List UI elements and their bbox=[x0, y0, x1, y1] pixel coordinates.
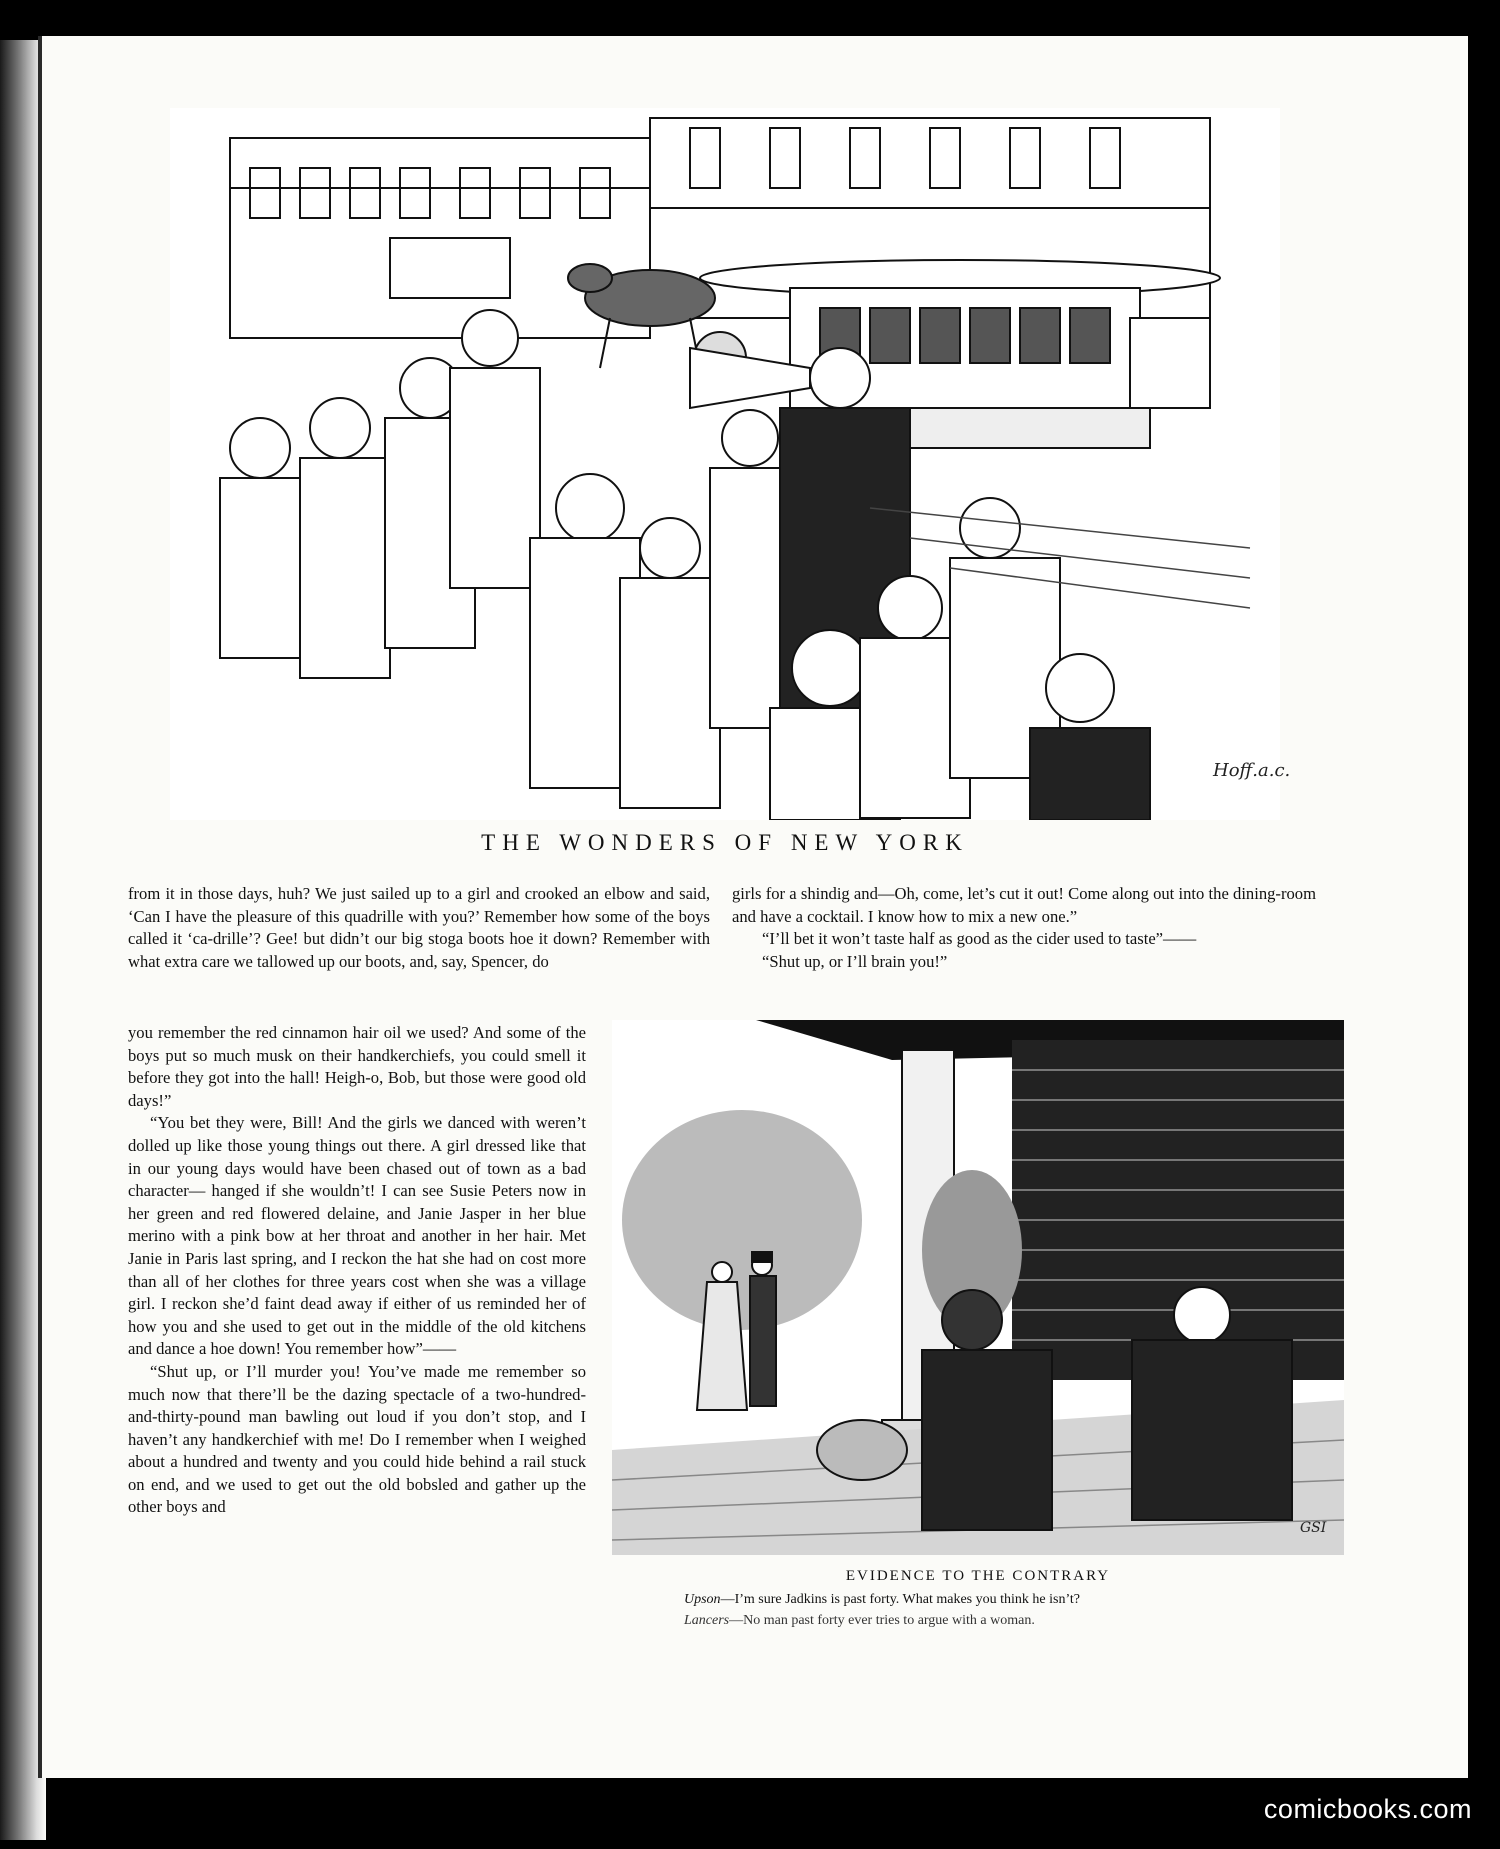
left-paragraph-2: “You bet they were, Bill! And the girls we danced with weren’t dolled up like those young things out there. A girl dressed like that in our young days would have been chased out of town as a bad character— hanged if she wouldn’t! I can see Susie Peters now in her green and red flowered delaine, and Janie Jasper in her blue merino with a pink bow at her throat and another in her hair. Met Janie in Paris last spring, and I reckon the hat she had on cost more than all of her clothes for three years cost when she was a village girl. I reckon she’d faint dead away if either of us reminded her of how you and she used to get out in the middle of the old kitchens and dance a hoe down! You remember how”—— bbox=[128, 1113, 586, 1359]
right-column bbox=[732, 883, 1316, 973]
left-column-narrow bbox=[128, 1022, 586, 1519]
right-paragraph-1: girls for a shindig and—Oh, come, let’s cut it out! Come along out into the dining-room and have a cocktail. I know how to mix a new one.” bbox=[732, 884, 1316, 926]
site-watermark: comicbooks.com bbox=[1263, 1794, 1472, 1824]
left-paragraph-1: you remember the red cinnamon hair oil we used? And some of the boys put so much musk on their handkerchiefs, you could smell it before they got into the hall! Heigh-o, Bob, but those were good old days!” bbox=[128, 1023, 586, 1110]
caption-speaker-2: Lancers bbox=[684, 1613, 730, 1628]
left-wide-paragraph: from it in those days, huh? We just sailed up to a girl and crooked an elbow and said, ‘Can I have the pleasure of this quadrille with you?’ Remember how some of the boys called it ‘ca-drille’? Gee! but didn’t our big stoga boots hoe it down? Remember with what extra care we tallowed up our boots, and, say, Spencer, do bbox=[128, 884, 710, 971]
left-paragraph-3: “Shut up, or I’ll murder you! You’ve made me remember so much now that there’ll be the dazing spectacle of a two-hundred-and-thirty-pound man bawling out loud if you don’t stop, and I haven’t any handkerchief with me! Do I remember when I weighed about a hundred and twenty and you could hide behind a rail stuck on end, and we used to get out the old bobsled and gather up the other boys and bbox=[128, 1361, 586, 1517]
street-scene-illustration bbox=[170, 108, 1280, 820]
caption-speaker-1: Upson bbox=[684, 1592, 721, 1607]
right-paragraph-3: “Shut up, or I’ll brain you!” bbox=[762, 951, 948, 971]
caption-text-1: —I’m sure Jadkins is past forty. What makes you think he isn’t? bbox=[720, 1592, 1080, 1607]
artist-signature-porch: GSI bbox=[1300, 1520, 1327, 1536]
cartoon-caption-title: EVIDENCE TO THE CONTRARY bbox=[845, 1568, 1111, 1584]
porch-scene-illustration bbox=[612, 1020, 1344, 1555]
cartoon-caption-line-2 bbox=[684, 1613, 1304, 1629]
cartoon-caption-line-1 bbox=[684, 1592, 1304, 1608]
page-headline: THE WONDERS OF NEW YORK bbox=[481, 830, 969, 855]
street-scene-drawing-icon bbox=[170, 108, 1280, 820]
artist-signature-top: Hoff.a.c. bbox=[1213, 760, 1291, 781]
porch-scene-drawing-icon bbox=[612, 1020, 1344, 1555]
left-column-wide bbox=[128, 883, 710, 973]
caption-text-2: —No man past forty ever tries to argue with a woman. bbox=[729, 1613, 1035, 1628]
right-paragraph-2: “I’ll bet it won’t taste half as good as the cider used to taste”—— bbox=[762, 929, 1197, 949]
